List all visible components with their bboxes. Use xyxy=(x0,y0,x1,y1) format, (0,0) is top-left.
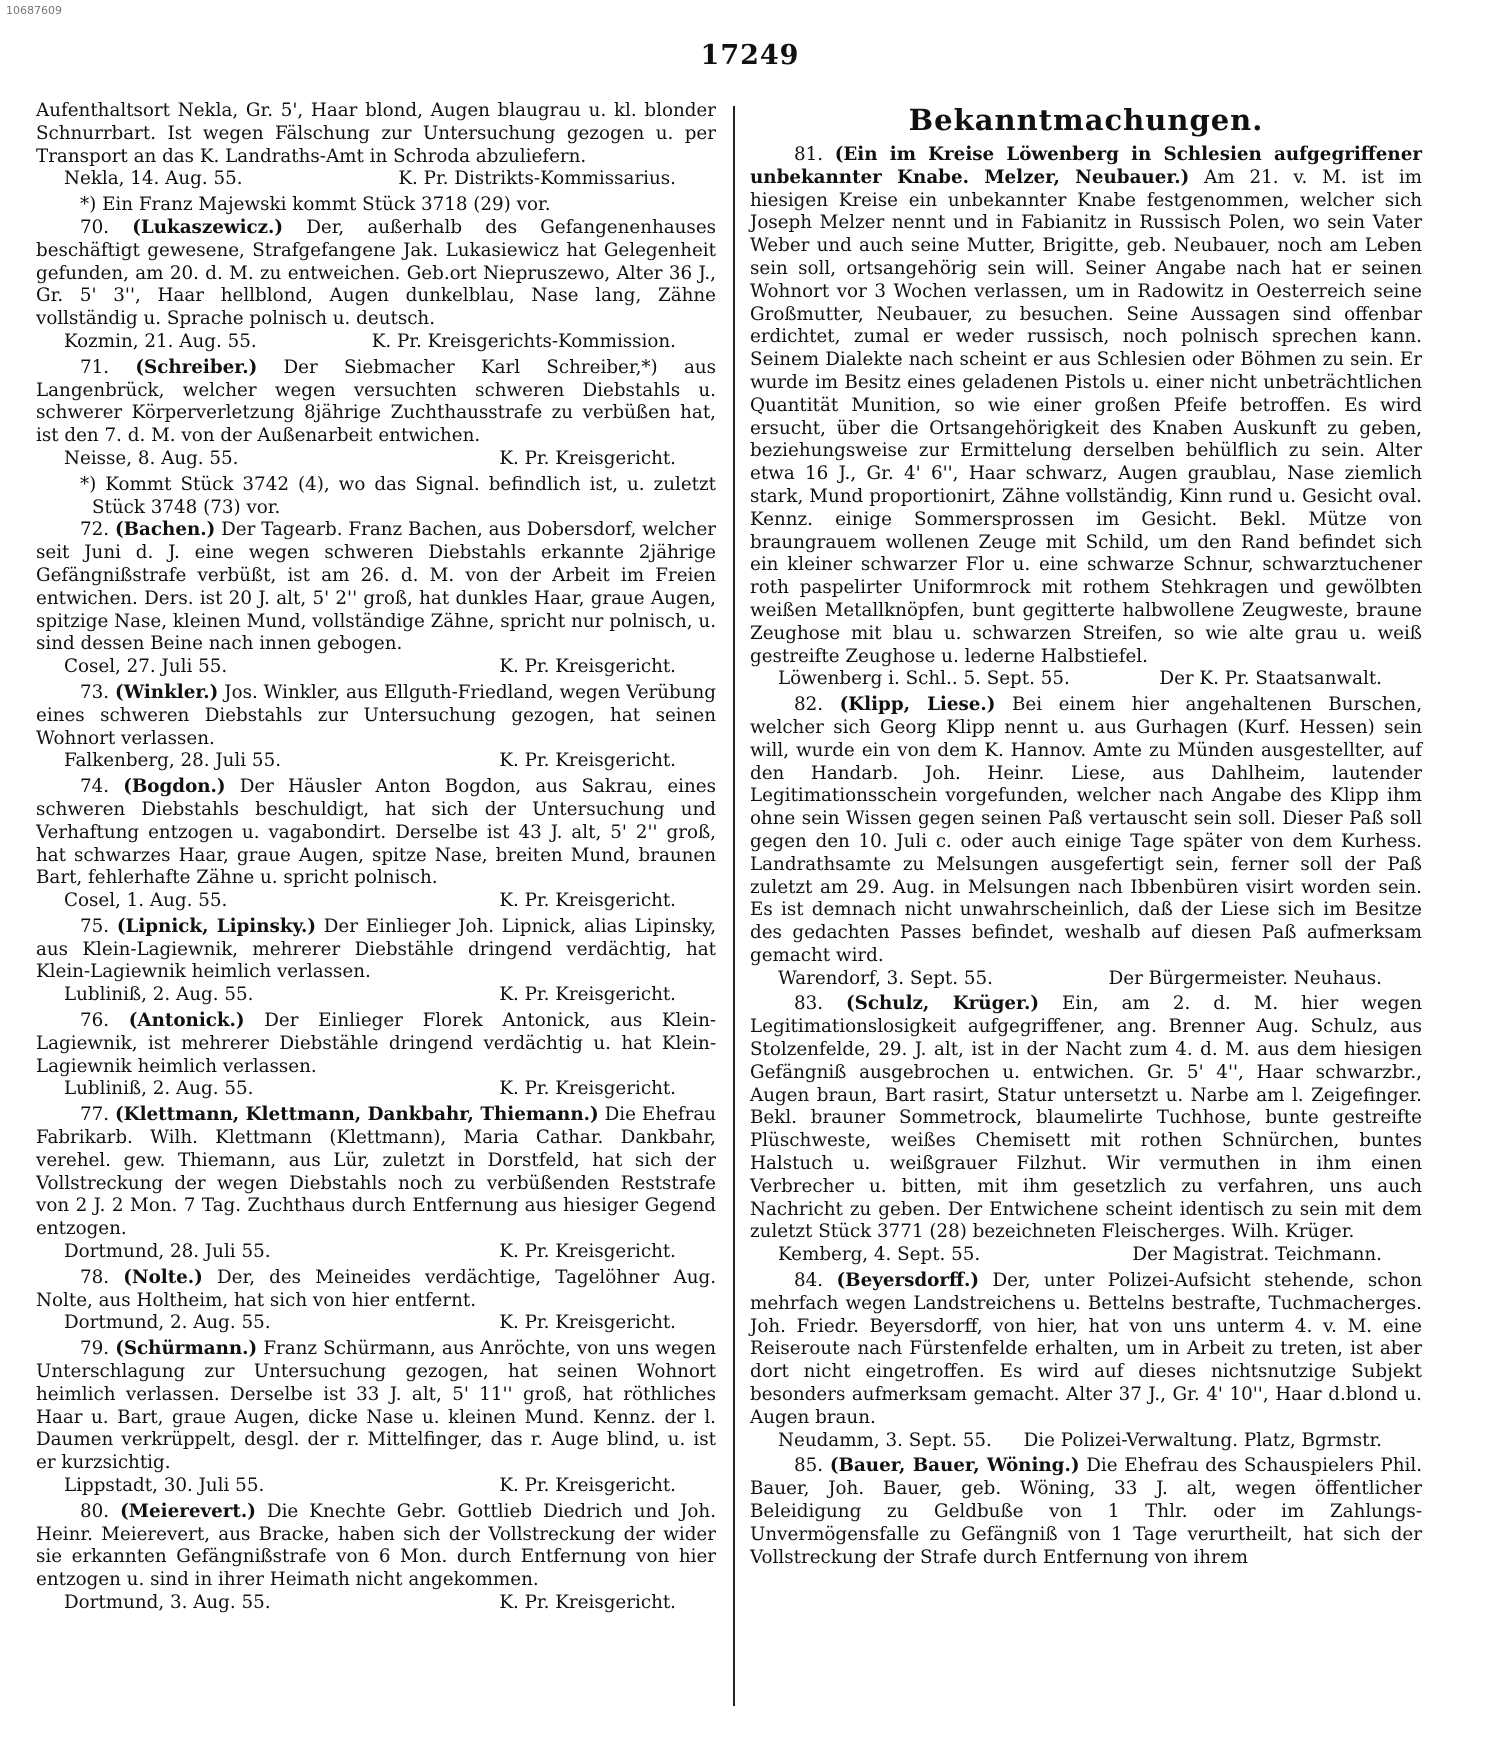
entry-text: Der Einlieger Joh. Lipnick, alias Lipinsky, aus Klein-Lagiewnik, mehrerer Diebstähle dringend verdächtig, hat Klein-Lagiewnik heimlich verlassen. xyxy=(36,915,717,983)
notice-entry xyxy=(36,1010,716,1078)
signature-line xyxy=(778,668,1422,691)
signature-place: Dortmund, 3. Aug. 55. xyxy=(64,1592,271,1613)
left-column xyxy=(36,100,716,1618)
entry-number: 84. xyxy=(794,1270,824,1292)
entry-text: Die Ehefrau Fabrikarb. Wilh. Klettmann (Klettmann), Maria Cathar. Dankbahr, verehel. gew. Thiemann, aus Lür, zuletzt in Dorstfeld, hat sich der Vollstreckung der wegen Diebstahls noch zu verbüßenden Reststrafe von 2 J. 2 Mon. 7 Tag. Zuchthaus durch Entfernung aus hiesiger Gegend entzogen. xyxy=(36,1104,717,1240)
entry-names: (Schürmann.) xyxy=(115,1338,258,1360)
entry-number: 71. xyxy=(80,356,110,378)
notice-entry xyxy=(36,357,716,448)
signature-place: Lubliniß, 2. Aug. 55. xyxy=(64,984,254,1006)
signature-issuer: K. Pr. Kreisgericht. xyxy=(499,750,676,772)
entry-names: (Klipp, Liese.) xyxy=(839,694,996,716)
signature-line xyxy=(64,1241,716,1264)
signature-place: Cosel, 27. Juli 55. xyxy=(64,656,228,678)
archive-stamp: 10687609 xyxy=(6,4,62,17)
signature-place: Neudamm, 3. Sept. 55. xyxy=(778,1429,992,1451)
entry-text: Jos. Winkler, aus Ellguth-Friedland, wegen Verübung eines schweren Diebstahls zur Untersuchung gezogen, hat seinen Wohnort verlassen. xyxy=(36,681,716,749)
signature-line xyxy=(64,984,716,1007)
entry-number: 78. xyxy=(80,1266,110,1288)
entry-text: Der Siebmacher Karl Schreiber,*) aus Langenbrück, welcher wegen versuchten schweren Diebstahls u. schwerer Körperverletzung 8jährige Zuchthausstrafe zu verbüßen hat, ist den 7. d. M. von der Außenarbeit entwichen. xyxy=(36,356,716,447)
signature-place: Warendorf, 3. Sept. 55. xyxy=(778,967,993,989)
signature-issuer: K. Pr. Kreisgericht. xyxy=(499,890,676,912)
entry-text: Ein, am 2. d. M. hier wegen Legitimationslosigkeit aufgegriffener, ang. Brenner Aug. Schulz, aus Stolzenfelde, 29. J. alt, ist in der Nacht zum 4. d. M. aus dem hiesigen Gefängniß ausgebrochen u. entwichen. Gr. 5' 4'', Haar schwarzbr., Augen braun, Bart rasirt, Statur untersetzt u. Narbe am l. Zeigefinger. Bekl. brauner Sommetrock, blaumelirte Tuchhose, bunte gestreifte Plüschweste, weißes Chemisett mit rothen Schnürchen, buntes Halstuch u. weißgrauer Filzhut. Wir vermuthen in ihm einen Verbrecher u. bitten, mit ihm gesetzlich zu verfahren, uns auch Nachricht zu geben. Der Entwichene scheint identisch zu sein mit dem zuletzt Stück 3771 (28) bezeichneten Fleischerges. Wilh. Krüger. xyxy=(750,993,1423,1243)
signature-issuer: K. Pr. Kreisgericht. xyxy=(499,984,676,1006)
notice-entry xyxy=(36,1501,716,1592)
entry-names: (Nolte.) xyxy=(123,1266,203,1288)
entry-names: (Beyersdorff.) xyxy=(836,1270,980,1292)
notice-entry xyxy=(36,682,716,750)
signature-place: Cosel, 1. Aug. 55. xyxy=(64,890,228,912)
entry-names: (Bachen.) xyxy=(114,519,216,541)
signature-line xyxy=(778,1244,1422,1267)
signature-issuer: K. Pr. Kreisgericht. xyxy=(499,1241,676,1263)
signature-place: Dortmund, 28. Juli 55. xyxy=(64,1241,271,1263)
entry-names: (Lipnick, Lipinsky.) xyxy=(116,915,317,937)
entry-text: Der Tagearb. Franz Bachen, aus Dobersdorf, welcher seit Juni d. J. eine wegen schweren Diebstahls erkannte 2jährige Gefängnißstrafe verbüßt, ist am 26. d. M. von der Arbeit im Freien entwichen. Ders. ist 20 J. alt, 5' 2'' groß, hat dunkles Haar, graue Augen, spitzige Nase, kleinen Mund, vollständige Zähne, spricht nur polnisch, u. sind dessen Beine nach innen gebogen. xyxy=(36,519,717,655)
notice-entry xyxy=(750,694,1422,968)
signature-line xyxy=(64,1078,716,1101)
signature-issuer: Der K. Pr. Staatsanwalt. xyxy=(1159,668,1382,690)
entry-text: Der Häusler Anton Bogdon, aus Sakrau, eines schweren Diebstahls beschuldigt, hat sich der Untersuchung und Verhaftung entzogen u. vagabondirt. Derselbe ist 43 J. alt, 5' 2'' groß, hat schwarzes Haar, graue Augen, spitze Nase, breiten Mund, braunen Bart, fehlerhafte Zähne u. spricht polnisch. xyxy=(36,776,716,889)
notice-entry xyxy=(750,993,1422,1244)
entry-number: 82. xyxy=(794,694,824,716)
column-divider xyxy=(733,106,735,1706)
right-column-body xyxy=(750,144,1422,1569)
signature-place: Kemberg, 4. Sept. 55. xyxy=(778,1244,981,1266)
signature-issuer: K. Pr. Distrikts-Kommissarius. xyxy=(398,168,676,190)
signature-issuer: Der Bürgermeister. Neuhaus. xyxy=(1108,967,1382,989)
notice-entry xyxy=(750,1455,1422,1569)
entry-names: (Bogdon.) xyxy=(123,776,226,798)
signature-line xyxy=(64,1312,716,1335)
entry-names: (Klettmann, Klettmann, Dankbahr, Thiemann.) xyxy=(115,1104,599,1126)
signature-issuer: Der Magistrat. Teichmann. xyxy=(1132,1244,1382,1266)
entry-names: (Ein im Kreise Löwenberg in Schlesien aufgegriffener unbekannter Knabe. Melzer, Neubauer.) xyxy=(750,144,1422,188)
signature-line xyxy=(64,448,716,471)
signature-line xyxy=(64,890,716,913)
entry-number: 83. xyxy=(794,993,824,1015)
entry-number: 81. xyxy=(794,144,824,165)
signature-place: Lippstadt, 30. Juli 55. xyxy=(64,1475,265,1497)
signature-issuer: K. Pr. Kreisgerichts-Kommission. xyxy=(371,330,676,352)
notice-entry xyxy=(750,1270,1422,1430)
signature-line xyxy=(64,1592,716,1615)
entry-text: Bei einem hier angehaltenen Burschen, welcher sich Georg Klipp nennt u. aus Gurhagen (Kurf. Hessen) sein will, wurde ein von dem K. Hannov. Amte zu Münden ausgestellter, auf den Handarb. Joh. Heinr. Liese, aus Dahlheim, lautender Legitimationsschein vorgefunden, welcher nach Angabe des Klipp ihm ohne sein Wissen gegen seinen Paß vertauscht sein soll. Dieser Paß soll gegen den 10. Juli c. oder auch einige Tage später von dem Kurhess. Landrathsamte zu Melsungen ausgefertigt sein, ferner soll der Paß zuletzt am 29. Aug. in Melsungen nach Ibbenbüren visirt worden sein. Es ist demnach nicht unwahrscheinlich, daß der Liese sich im Besitze des gedachten Passes befindet, weshalb auf diesen Paß aufmerksam gemacht wird. xyxy=(750,694,1423,966)
entry-number: 72. xyxy=(80,519,110,541)
entry-text: Die Ehefrau des Schauspielers Phil. Bauer, Joh. Bauer, geb. Wöning, 33 J. alt, wegen öffentlicher Beleidigung zu Geldbuße von 1 Thlr. oder im Zahlungs-Unvermögensfalle zu Gefängniß von 1 Tage verurtheilt, hat sich der Vollstreckung der Strafe durch Entfernung von ihrem xyxy=(750,1455,1423,1568)
notice-entry xyxy=(36,916,716,984)
footnote: *) Ein Franz Majewski kommt Stück 3718 (29) vor. xyxy=(80,194,551,216)
entry-names: (Bauer, Bauer, Wöning.) xyxy=(829,1455,1080,1477)
signature-issuer: Die Polizei-Verwaltung. Platz, Bgrmstr. xyxy=(1023,1429,1382,1451)
entry-number: 80. xyxy=(80,1500,110,1522)
entry-number: 77. xyxy=(80,1104,110,1126)
section-heading: Bekanntmachungen. xyxy=(908,103,1264,137)
signature-place: Neisse, 8. Aug. 55. xyxy=(64,447,239,469)
signature-place: Lubliniß, 2. Aug. 55. xyxy=(64,1078,254,1100)
signature-issuer: K. Pr. Kreisgericht. xyxy=(499,1078,676,1100)
paragraph: Aufenthaltsort Nekla, Gr. 5', Haar blond, Augen blaugrau u. kl. blonder Schnurrbart. Ist wegen Fälschung zur Untersuchung gezogen u. per Transport an das K. Landraths-Amt in Schroda abzuliefern. xyxy=(36,100,716,167)
notice-entry xyxy=(36,217,716,331)
entry-number: 70. xyxy=(80,216,110,238)
signature-place: Kozmin, 21. Aug. 55. xyxy=(64,330,257,352)
entry-names: (Schulz, Krüger.) xyxy=(846,993,1039,1015)
entry-text: Am 21. v. M. ist im hiesigen Kreise ein unbekannter Knabe festgenommen, welcher sich Joseph Melzer nennt und in Fabianitz in Russisch Polen, wo sein Vater Weber und auch seine Mutter, Brigitte, geb. Neubauer, noch am Leben sein soll, ortsangehörig sein will. Seiner Angabe nach hat er seinen Wohnort vor 3 Wochen verlassen, um in Radowitz in Oesterreich seine Großmutter, Neubauer, zu besuchen. Seine Aussagen sind offenbar erdichtet, zumal er weder russisch, noch polnisch sprechen kann. Seinem Dialekte nach scheint er aus Schlesien oder Böhmen zu sein. Er wurde im Besitz eines geladenen Pistols u. einer nicht unbeträchtlichen Quantität Munition, so wie einer großen Pfeife betroffen. Es wird ersucht, über die Ortsangehörigkeit des Knaben Auskunft zu geben, beziehungsweise zur Ermittelung derselben behülflich zu sein. Alter etwa 16 J., Gr. 4' 6'', Haar schwarz, Augen graublau, Nase ziemlich stark, Mund proportionirt, Zähne vollständig, Kinn rund u. Gesicht oval. Kennz. einige Sommersprossen im Gesicht. Bekl. Mütze von braungrauem wollenen Zeuge mit Schild, um den Rand befindet sich ein kleiner schwarzer Flor u. eine schwarze Schnur, schwarztuchener roth paspelirter Uniformrock mit rothem Stehkragen und gewölbten weißen Metallknöpfen, bunt gegitterte halbwollene Zeugweste, braune Zeughose mit blau u. schwarzen Streifen, so wie alte grau u. weiß gestreifte Zeughose u. lederne Halbstiefel. xyxy=(750,166,1423,667)
footnote: *) Kommt Stück 3742 (4), wo das Signal. befindlich ist, u. zuletzt Stück 3748 (73) vor. xyxy=(80,473,716,518)
entry-text: Der, außerhalb des Gefangenenhauses beschäftigt gewesene, Strafgefangene Jak. Lukasiewicz hat Gelegenheit gefunden, am 20. d. M. zu entweichen. Geb.ort Niepruszewo, Alter 36 J., Gr. 5' 3'', Haar hellblond, Augen dunkelblau, Nase lang, Zähne vollständig u. Sprache polnisch u. deutsch. xyxy=(36,216,717,330)
entry-number: 73. xyxy=(80,681,110,703)
signature-place: Nekla, 14. Aug. 55. xyxy=(64,168,243,190)
notice-entry xyxy=(36,519,716,656)
signature-issuer: K. Pr. Kreisgericht. xyxy=(499,1312,676,1334)
entry-text: Der Einlieger Florek Antonick, aus Klein-Lagiewnik, ist mehrerer Diebstähle dringend verdächtig u. hat Klein-Lagiewnik heimlich verlassen. xyxy=(36,1010,717,1077)
entry-names: (Antonick.) xyxy=(128,1010,245,1032)
entry-names: (Schreiber.) xyxy=(135,356,258,378)
notice-entry xyxy=(36,1338,716,1475)
signature-line xyxy=(64,168,716,191)
signature-issuer: K. Pr. Kreisgericht. xyxy=(499,1592,676,1613)
signature-place: Löwenberg i. Schl.. 5. Sept. 55. xyxy=(778,668,1070,690)
entry-number: 75. xyxy=(80,915,110,937)
entry-number: 85. xyxy=(794,1455,824,1477)
notice-entry xyxy=(36,1104,716,1241)
entry-names: (Winkler.) xyxy=(115,681,219,703)
notice-entry xyxy=(750,144,1422,668)
signature-line xyxy=(778,968,1422,991)
entry-number: 76. xyxy=(80,1010,110,1032)
signature-issuer: K. Pr. Kreisgericht. xyxy=(499,656,676,678)
signature-issuer: K. Pr. Kreisgericht. xyxy=(499,1475,676,1497)
entry-text: Der, unter Polizei-Aufsicht stehende, schon mehrfach wegen Landstreichens u. Bettelns bestrafte, Tuchmacherges. Joh. Friedr. Beyersdorff, von hier, hat von uns unterm 4. v. M. eine Reiseroute nach Fürstenfelde erhalten, um in Arbeit zu treten, ist aber dort nicht eingetroffen. Es wird auf dieses nichtsnutzige Subjekt besonders aufmerksam gemacht. Alter 37 J., Gr. 4' 10'', Haar d.blond u. Augen braun. xyxy=(750,1270,1422,1428)
entry-text: Die Knechte Gebr. Gottlieb Diedrich und Joh. Heinr. Meierevert, aus Bracke, haben sich der Vollstreckung der wider sie erkannten Gefängnißstrafe von 6 Mon. durch Entfernung von hier entzogen u. sind in ihrer Heimath nicht angekommen. xyxy=(36,1500,716,1591)
signature-place: Falkenberg, 28. Juli 55. xyxy=(64,750,282,772)
signature-issuer: K. Pr. Kreisgericht. xyxy=(499,447,676,469)
signature-place: Dortmund, 2. Aug. 55. xyxy=(64,1312,271,1334)
right-column xyxy=(750,100,1422,1569)
notice-entry xyxy=(36,776,716,890)
entry-names: (Lukaszewicz.) xyxy=(132,216,284,238)
entry-number: 74. xyxy=(80,776,110,798)
entry-names: (Meierevert.) xyxy=(120,1500,256,1522)
entry-text: Der, des Meineides verdächtige, Tagelöhner Aug. Nolte, aus Holtheim, hat sich von hier entfernt. xyxy=(36,1266,717,1311)
entry-number: 79. xyxy=(80,1338,110,1360)
page-number: 17249 xyxy=(700,40,800,71)
signature-line xyxy=(64,656,716,679)
signature-line xyxy=(64,331,716,354)
entry-text: Franz Schürmann, aus Anröchte, von uns wegen Unterschlagung zur Untersuchung gezogen, hat seinen Wohnort heimlich verlassen. Derselbe ist 33 J. alt, 5' 11'' groß, hat röthliches Haar u. Bart, graue Augen, dicke Nase u. kleinen Mund. Kennz. der l. Daumen verkrüppelt, desgl. der r. Mittelfinger, das r. Auge blind, u. ist er kurzsichtig. xyxy=(36,1338,716,1474)
signature-line xyxy=(64,750,716,773)
signature-line xyxy=(64,1475,716,1498)
signature-line xyxy=(778,1430,1422,1453)
notice-entry xyxy=(36,1267,716,1313)
